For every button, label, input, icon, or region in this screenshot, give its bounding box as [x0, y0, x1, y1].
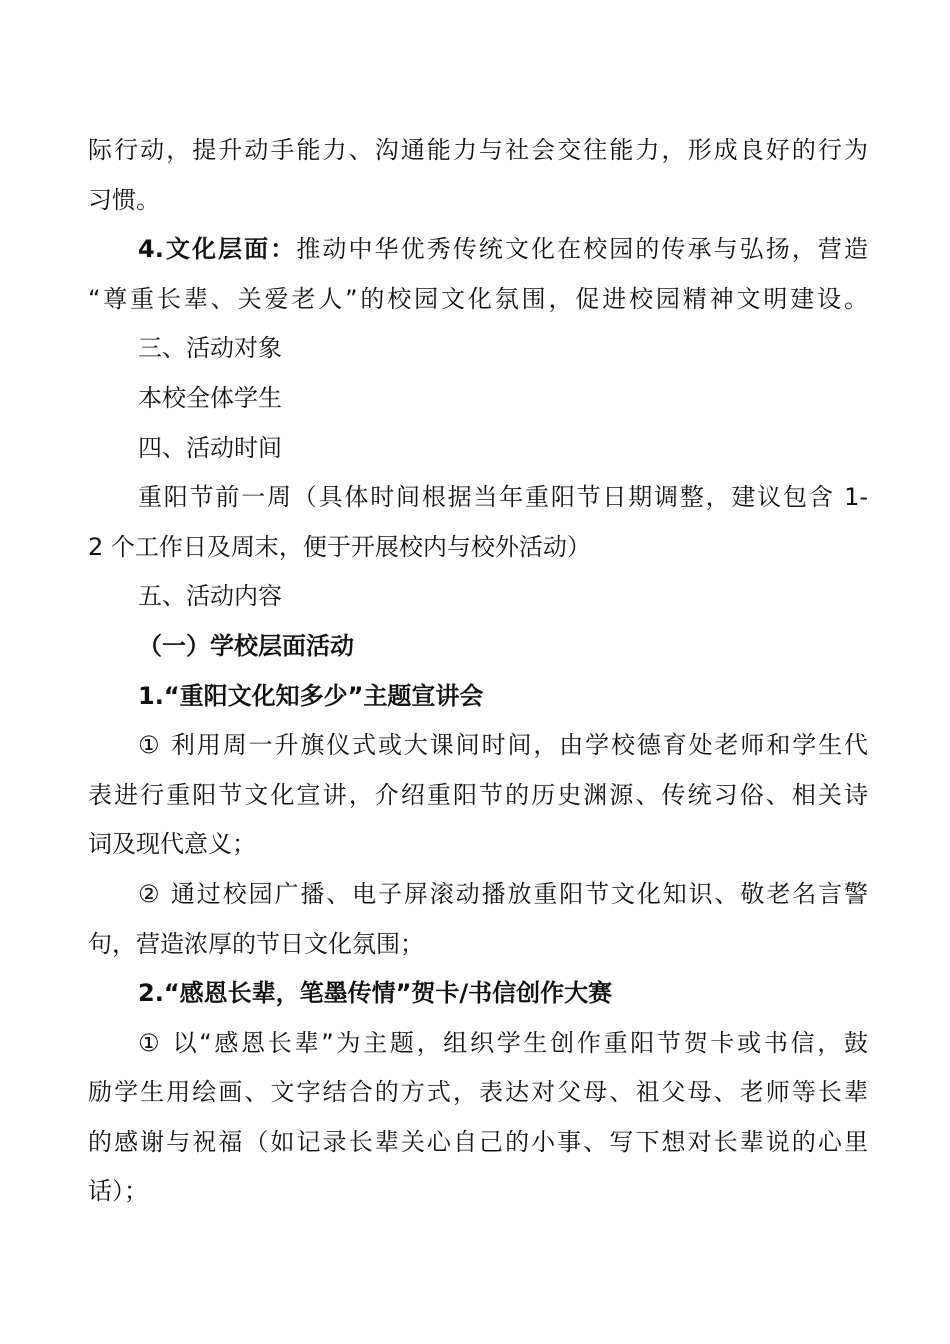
body-paragraph-line: ① 以“感恩长辈”为主题，组织学生创作重阳节贺卡或书信，鼓: [138, 1028, 868, 1057]
body-paragraph-line: 习惯。: [88, 185, 160, 214]
item-heading-lecture: 1.“重阳文化知多少”主题宣讲会: [138, 681, 484, 710]
body-paragraph-line: ① 利用周一升旗仪式或大课间时间，由学校德育处老师和学生代: [138, 731, 868, 760]
body-paragraph-line: 句，营造浓厚的节日文化氛围；: [88, 929, 424, 958]
body-paragraph-line: 的感谢与祝福（如记录长辈关心自己的小事、写下想对长辈说的心里: [88, 1127, 868, 1156]
document-page: [88, 126, 868, 1217]
culture-level-paragraph: [88, 225, 868, 275]
body-paragraph-line: 表进行重阳节文化宣讲，介绍重阳节的历史渊源、传统习俗、相关诗: [88, 780, 868, 809]
culture-level-label: 4.文化层面：: [138, 235, 297, 264]
section-heading-content: 五、活动内容: [138, 582, 282, 611]
culture-level-text: 推动中华优秀传统文化在校园的传承与弘扬，营造: [296, 235, 868, 264]
body-paragraph-line: 励学生用绘画、文字结合的方式，表达对父母、祖父母、老师等长辈: [88, 1078, 868, 1107]
body-paragraph-line: 词及现代意义；: [88, 830, 256, 859]
section-heading-target: 三、活动对象: [138, 334, 282, 363]
body-paragraph-line: “尊重长辈、关爱老人”的校园文化氛围，促进校园精神文明建设。: [88, 284, 868, 313]
section-heading-time: 四、活动时间: [138, 433, 282, 462]
subsection-heading-school: （一）学校层面活动: [138, 631, 354, 660]
body-paragraph-line: ② 通过校园广播、电子屏滚动播放重阳节文化知识、敬老名言警: [138, 879, 868, 908]
item-heading-card-contest: 2.“感恩长辈，笔墨传情”贺卡/书信创作大赛: [138, 979, 613, 1008]
body-paragraph-line: 际行动，提升动手能力、沟通能力与社会交往能力，形成良好的行为: [88, 136, 868, 164]
body-paragraph-line: 话）；: [88, 1177, 148, 1206]
activity-time-text-cont: 2 个工作日及周末，便于开展校内与校外活动）: [88, 532, 591, 561]
activity-time-text: 重阳节前一周（具体时间根据当年重阳节日期调整，建议包含 1-: [138, 483, 868, 512]
target-audience-text: 本校全体学生: [138, 383, 282, 412]
